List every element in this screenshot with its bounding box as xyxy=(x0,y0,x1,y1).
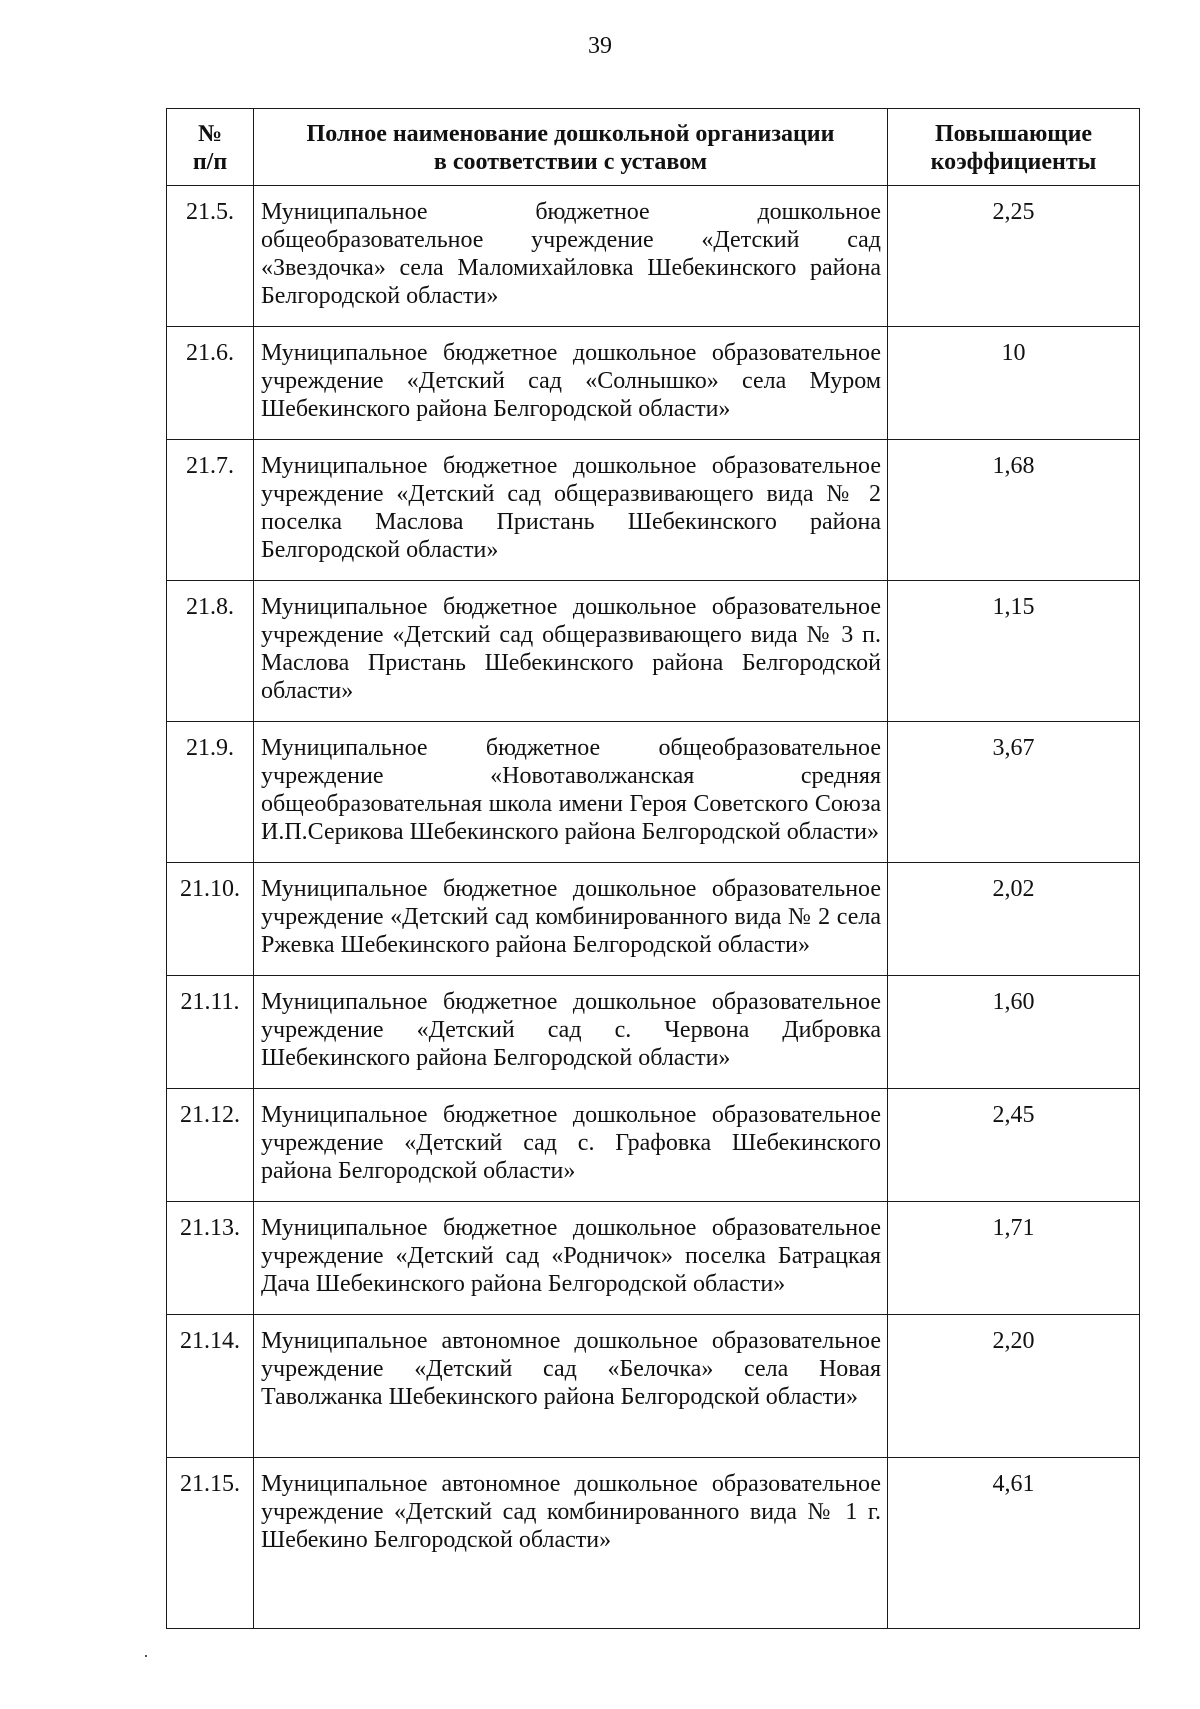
header-name xyxy=(254,109,888,186)
row-number: 21.10. xyxy=(167,863,254,976)
table-row xyxy=(167,1202,1140,1315)
row-number: 21.9. xyxy=(167,722,254,863)
table-row xyxy=(167,186,1140,327)
table-row xyxy=(167,440,1140,581)
table-row xyxy=(167,1458,1140,1629)
coefficient-value: 2,45 xyxy=(888,1089,1140,1202)
header-num-line1: № xyxy=(197,121,223,147)
row-number: 21.11. xyxy=(167,976,254,1089)
organization-name: Муниципальное бюджетное дошкольное образовательное учреждение «Детский сад с. Графовка Шебекинского района Белгородской области» xyxy=(254,1089,888,1202)
table-row xyxy=(167,581,1140,722)
header-coef-line1: Повышающие xyxy=(934,121,1093,147)
row-number: 21.8. xyxy=(167,581,254,722)
organization-name: Муниципальное автономное дошкольное образовательное учреждение «Детский сад «Белочка» села Новая Таволжанка Шебекинского района Белгородской области» xyxy=(254,1315,888,1458)
header-coef-line2: коэффициенты xyxy=(930,149,1097,175)
coefficient-value: 2,20 xyxy=(888,1315,1140,1458)
coefficient-value: 3,67 xyxy=(888,722,1140,863)
header-coef xyxy=(888,109,1140,186)
row-number: 21.7. xyxy=(167,440,254,581)
coefficients-table xyxy=(166,108,1140,1629)
table-row xyxy=(167,1089,1140,1202)
coefficient-value: 1,71 xyxy=(888,1202,1140,1315)
header-num-line2: п/п xyxy=(192,149,228,175)
row-number: 21.12. xyxy=(167,1089,254,1202)
coefficient-value: 1,68 xyxy=(888,440,1140,581)
row-number: 21.15. xyxy=(167,1458,254,1629)
organization-name: Муниципальное бюджетное дошкольное образовательное учреждение «Детский сад с. Червона Дибровка Шебекинского района Белгородской области» xyxy=(254,976,888,1089)
header-name-line2: в соответствии с уставом xyxy=(433,149,708,175)
row-number: 21.6. xyxy=(167,327,254,440)
header-name-line1: Полное наименование дошкольной организации xyxy=(306,121,835,147)
table-header-row xyxy=(167,109,1140,186)
organization-name: Муниципальное бюджетное дошкольное образовательное учреждение «Детский сад общеразвивающего вида № 2 поселка Маслова Пристань Шебекинского района Белгородской области» xyxy=(254,440,888,581)
page-number: 39 xyxy=(588,33,612,59)
table-row xyxy=(167,327,1140,440)
scan-speck xyxy=(145,1655,147,1657)
row-number: 21.5. xyxy=(167,186,254,327)
organization-name: Муниципальное бюджетное общеобразовательное учреждение «Новотаволжанская средняя общеобразовательная школа имени Героя Советского Союза И.П.Серикова Шебекинского района Белгородской области» xyxy=(254,722,888,863)
organization-name: Муниципальное автономное дошкольное образовательное учреждение «Детский сад комбинированного вида № 1 г. Шебекино Белгородской области» xyxy=(254,1458,888,1629)
row-number: 21.13. xyxy=(167,1202,254,1315)
coefficient-value: 4,61 xyxy=(888,1458,1140,1629)
organization-name: Муниципальное бюджетное дошкольное образовательное учреждение «Детский сад общеразвивающего вида № 3 п. Маслова Пристань Шебекинского района Белгородской области» xyxy=(254,581,888,722)
organization-name: Муниципальное бюджетное дошкольное образовательное учреждение «Детский сад «Родничок» поселка Батрацкая Дача Шебекинского района Белгородской области» xyxy=(254,1202,888,1315)
coefficient-value: 10 xyxy=(888,327,1140,440)
organization-name: Муниципальное бюджетное дошкольное общеобразовательное учреждение «Детский сад «Звездочка» села Маломихайловка Шебекинского района Белгородской области» xyxy=(254,186,888,327)
coefficient-value: 2,25 xyxy=(888,186,1140,327)
coefficient-value: 2,02 xyxy=(888,863,1140,976)
table-row xyxy=(167,1315,1140,1458)
coefficient-value: 1,60 xyxy=(888,976,1140,1089)
organization-name: Муниципальное бюджетное дошкольное образовательное учреждение «Детский сад «Солнышко» села Муром Шебекинского района Белгородской области» xyxy=(254,327,888,440)
table-row xyxy=(167,976,1140,1089)
coefficient-value: 1,15 xyxy=(888,581,1140,722)
table-row xyxy=(167,863,1140,976)
row-number: 21.14. xyxy=(167,1315,254,1458)
header-num xyxy=(167,109,254,186)
table-row xyxy=(167,722,1140,863)
organization-name: Муниципальное бюджетное дошкольное образовательное учреждение «Детский сад комбинированного вида № 2 села Ржевка Шебекинского района Белгородской области» xyxy=(254,863,888,976)
